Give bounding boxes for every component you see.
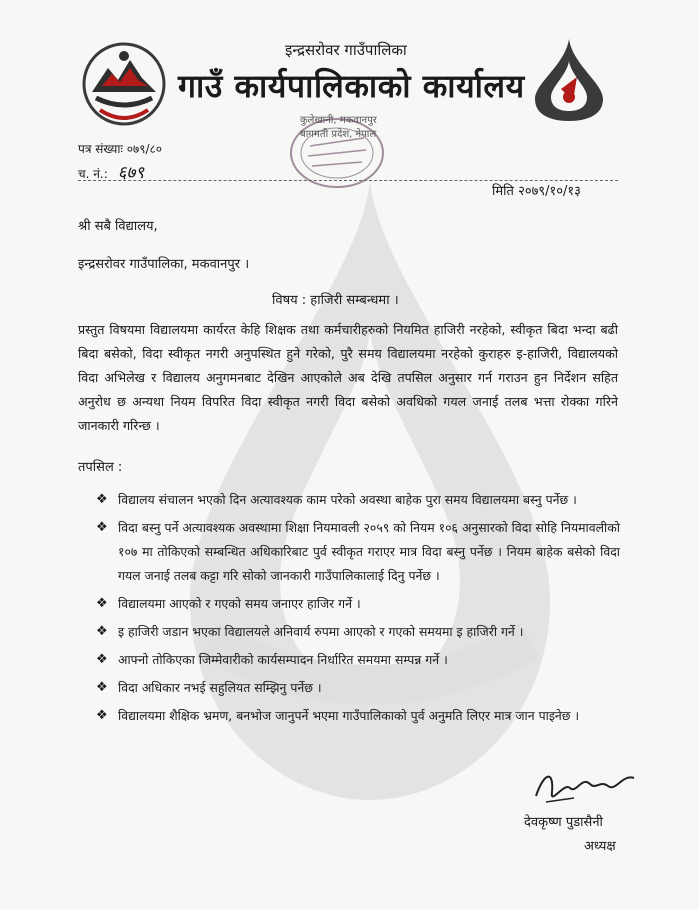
list-item-text: आफ्नो तोकिएका जिम्मेवारीको कार्यसम्पादन निर्धारित समयमा सम्पन्न गर्ने । xyxy=(118,652,448,667)
letter-number-label: पत्र संख्याः xyxy=(78,142,123,156)
nepal-emblem-icon xyxy=(78,38,170,130)
list-item xyxy=(96,676,620,700)
subject-line: विषय : हाजिरी सम्बन्धमा । xyxy=(272,293,399,308)
signature-icon xyxy=(530,762,650,810)
list-item-text: विदा बस्नु पर्ने अत्यावश्यक अवस्थामा शिक्षा नियमावली २०५९ को नियम १०६ अनुसारको विदा सोहि नियमावलीको १०७ मा तोकिएको सम्बन्धित अधिकारिबाट पुर्व स्वीकृत गराएर मात्र विदा बस्नु पर्नेछ । नियम बाहेक बसेको विदा गयल जनाई तलब कट्टा गरि सोको जानकारी गाउँपालिकालाई दिनु पर्नेछ । xyxy=(118,520,620,583)
dispatch-number-label: च. नं.: xyxy=(78,167,108,181)
diamond-bullet-icon: ❖ xyxy=(96,492,108,507)
letter-number-value: ०७९/८० xyxy=(126,142,162,156)
diamond-bullet-icon: ❖ xyxy=(96,520,108,535)
letter-number xyxy=(78,140,162,157)
municipality-logo-icon xyxy=(525,35,613,123)
date-label: मिति xyxy=(492,184,514,199)
recipient-line-2: इन्द्रसरोवर गाउँपालिका, मकवानपुर । xyxy=(78,257,250,272)
letter-date xyxy=(492,181,581,199)
list-item xyxy=(96,648,620,672)
address-line-2: बागमती प्रदेश, नेपाल xyxy=(300,129,377,140)
list-item xyxy=(96,488,620,512)
dispatch-number-value: ६७९ xyxy=(117,163,145,183)
list-item-text: इ हाजिरी जडान भएका विद्यालयले अनिवार्य रुपमा आएको र गएको समयमा इ हाजिरी गर्ने । xyxy=(118,624,524,639)
list-item-text: विद्यालयमा आएको र गएको समय जनाएर हाजिर गर्ने । xyxy=(118,596,361,611)
body-paragraph: प्रस्तुत विषयमा विद्यालयमा कार्यरत केहि शिक्षक तथा कर्मचारीहरुको नियमित हाजिरी नरहेको, स्वीकृत बिदा भन्दा बढी बिदा बसेको, विदा स्वीकृत नगरी अनुपस्थित हुने गरेको, पुरै समय विद्यालयमा नरहेको कुराहरु इ-हाजिरी, विद्यालयको विदा अभिलेख र विद्यालय अनुगमनबाट देखिन आएकोले अब देखि तपसिल अनुसार गर्न गराउन हुन निर्देशन सहित अनुरोध छ अन्यथा नियम विपरित विदा स्वीकृत नगरी विदा बसेको अवधिको गयल जनाई तलब भत्ता रोक्का गरिने जानकारी गरिन्छ । xyxy=(78,322,618,433)
diamond-bullet-icon: ❖ xyxy=(96,680,108,695)
signatory-name: देवकृष्ण पुडासैनी xyxy=(524,815,603,830)
org-name: इन्द्रसरोवर गाउँपालिका xyxy=(285,41,407,59)
date-value: २०७९/१०/१३ xyxy=(518,184,581,199)
list-item xyxy=(96,516,620,588)
tapsil-label: तपसिल : xyxy=(78,460,123,475)
list-item-text: विदा अधिकार नभई सहुलियत सम्झिनु पर्नेछ । xyxy=(118,680,322,695)
recipient-line-1: श्री सबै विद्यालय, xyxy=(78,219,158,234)
diamond-bullet-icon: ❖ xyxy=(96,652,108,667)
diamond-bullet-icon: ❖ xyxy=(96,624,108,639)
office-stamp-icon xyxy=(288,116,386,190)
diamond-bullet-icon: ❖ xyxy=(96,596,108,611)
address-line-1: कुलेखानी, मकवानपुर xyxy=(300,115,377,126)
office-title: गाउँ कार्यपालिकाको कार्यालय xyxy=(178,67,525,105)
list-item-text: विद्यालय संचालन भएको दिन अत्यावश्यक काम परेको अवस्था बाहेक पुरा समय विद्यालयमा बस्नु पर्नेछ । xyxy=(118,492,577,507)
list-item xyxy=(96,704,620,728)
list-item xyxy=(96,592,620,616)
diamond-bullet-icon: ❖ xyxy=(96,708,108,723)
signatory-title: अध्यक्ष xyxy=(584,839,616,854)
instruction-list xyxy=(96,488,620,732)
list-item xyxy=(96,620,620,644)
list-item-text: विद्यालयमा शैक्षिक भ्रमण, बनभोज जानुपर्ने भएमा गाउँपालिकाको पुर्व अनुमति लिएर मात्र जान पाइनेछ । xyxy=(118,708,580,723)
